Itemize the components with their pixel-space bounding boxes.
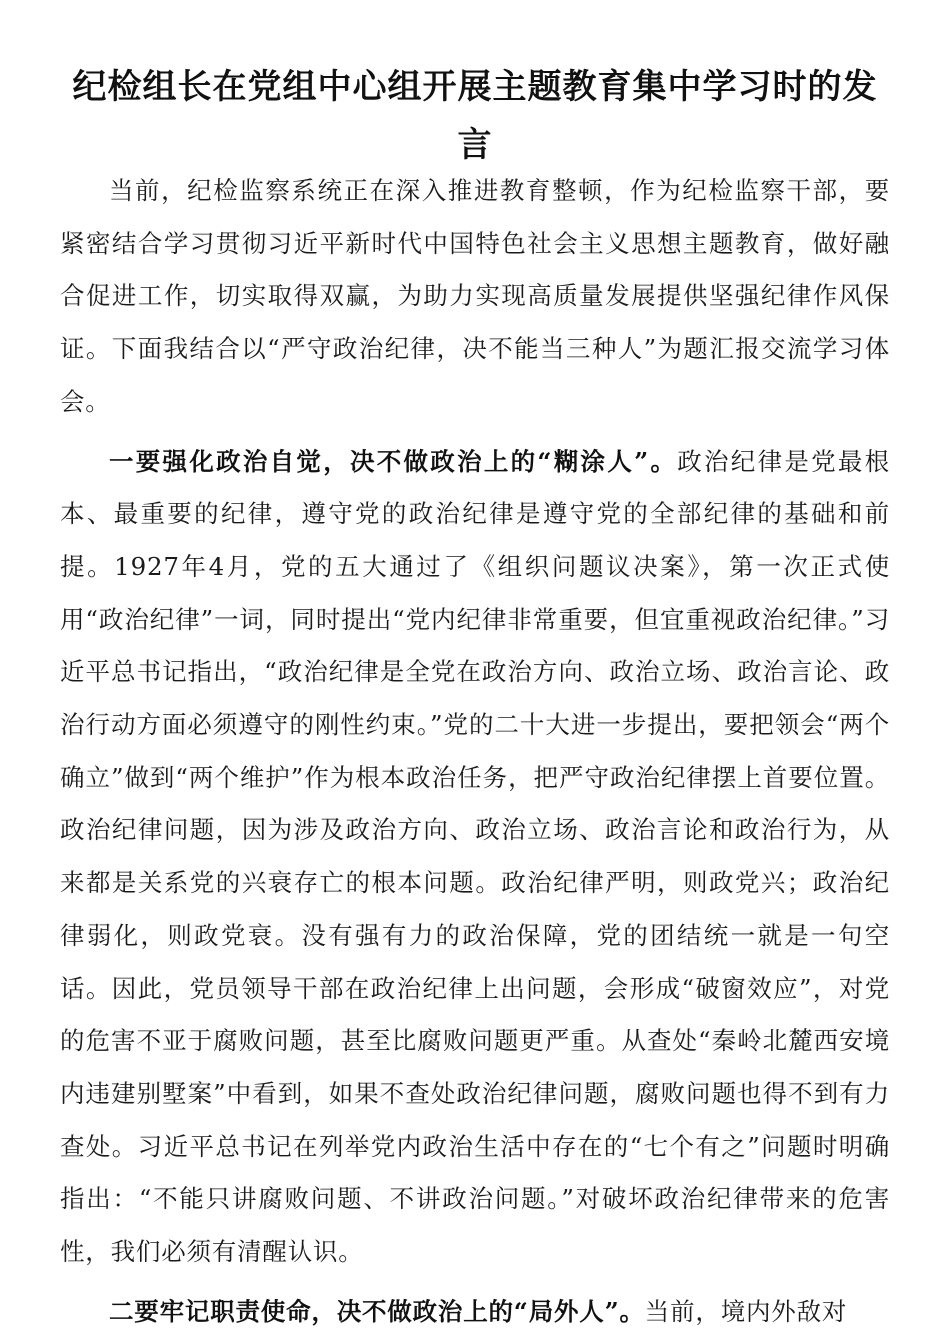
point-one-text: 政治纪律是党最根本、最重要的纪律，遵守党的政治纪律是遵守党的全部纪律的基础和前提。1927年4月，党的五大通过了《组织问题议决案》，第一次正式使用“政治纪律”一词，同时提出“党内纪律非常重要，但宜重视政治纪律。”习近平总书记指出，“政治纪律是全党在政治方向、政治立场、政治言论、政治行动方面必须遵守的刚性约束。”党的二十大进一步提出，要把领会“两个确立”做到“两个维护”作为根本政治任务，把严守政治纪律摆上首要位置。政治纪律问题，因为涉及政治方向、政治立场、政治言论和政治行为，从来都是关系党的兴衰存亡的根本问题。政治纪律严明，则政党兴；政治纪律弱化，则政党衰。没有强有力的政治保障，党的团结统一就是一句空话。因此，党员领导干部在政治纪律上出问题，会形成“破窗效应”，对党的危害不亚于腐败问题，甚至比腐败问题更严重。从查处“秦岭北麓西安境内违建别墅案”中看到，如果不查处政治纪律问题，腐败问题也得不到有力查处。习近平总书记在列举党内政治生活中存在的“七个有之”问题时明确指出：“不能只讲腐败问题、不讲政治问题。”对破坏政治纪律带来的危害性，我们必须有清醒认识。 bbox=[60, 446, 890, 1267]
paragraph-point-one bbox=[60, 436, 890, 1279]
document-body bbox=[60, 165, 890, 1338]
paragraph-point-two bbox=[60, 1286, 890, 1339]
point-one-heading: 一要强化政治自觉，决不做政治上的“糊涂人”。 bbox=[109, 446, 678, 476]
document-title: 纪检组长在党组中心组开展主题教育集中学习时的发言 bbox=[72, 67, 878, 165]
paragraph-intro bbox=[60, 165, 890, 429]
paragraph-intro-text: 当前，纪检监察系统正在深入推进教育整顿，作为纪检监察干部，要紧密结合学习贯彻习近平新时代中国特色社会主义思想主题教育，做好融合促进工作，切实取得双赢，为助力实现高质量发展提供坚强纪律作风保证。下面我结合以“严守政治纪律，决不能当三种人”为题汇报交流学习体会。 bbox=[60, 176, 890, 416]
point-two-text: 当前，境内外敌对 bbox=[644, 1296, 848, 1326]
point-two-heading: 二要牢记职责使命，决不做政治上的“局外人”。 bbox=[109, 1296, 645, 1326]
